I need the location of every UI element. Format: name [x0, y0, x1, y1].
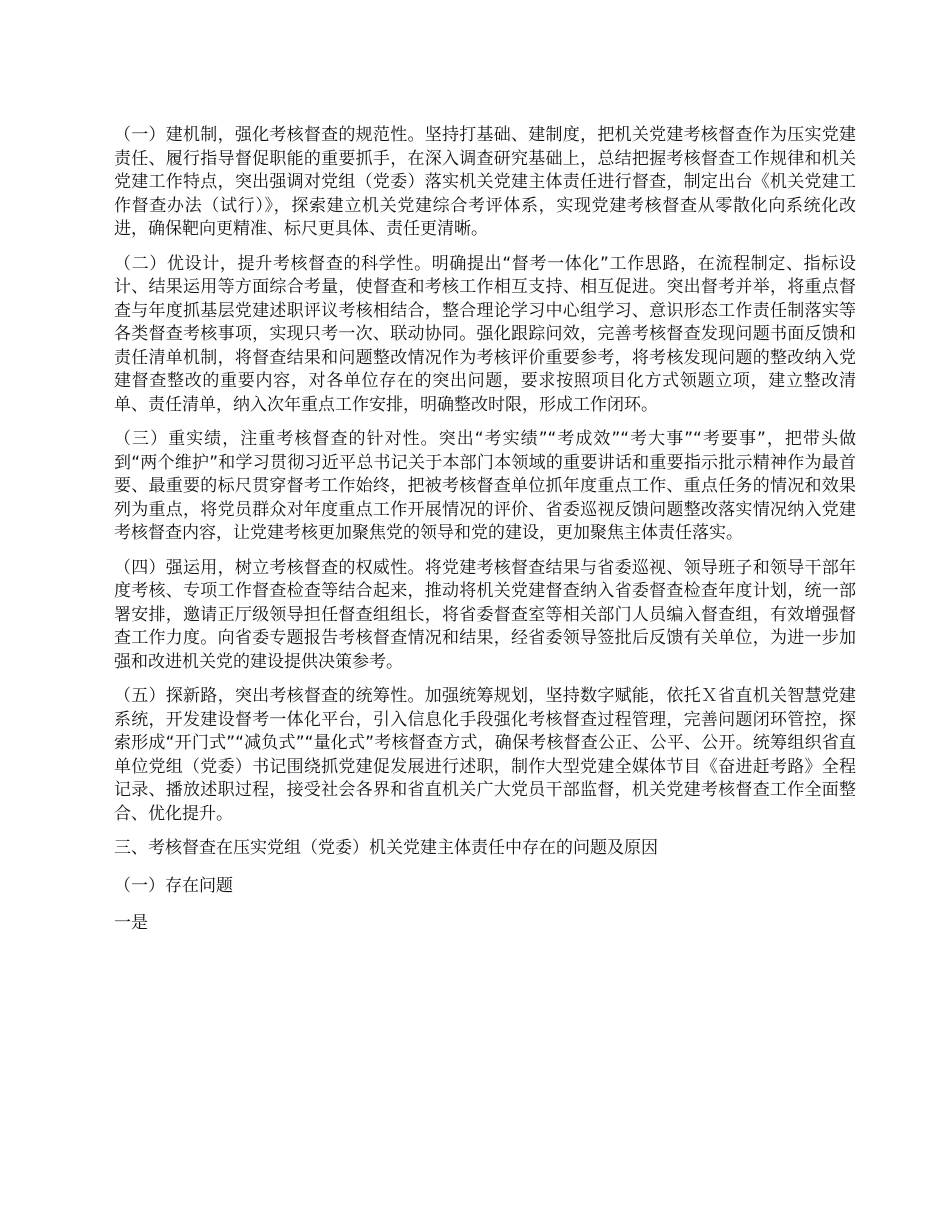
section-heading-problems: 三、考核督查在压实党组（党委）机关党建主体责任中存在的问题及原因	[114, 838, 658, 858]
paragraph-emphasize-results: （三）重实绩，注重考核督查的针对性。突出“考实绩”“考成效”“考大事”“考要事”，把带头做到“两个维护”和学习贯彻习近平总书记关于本部门本领域的重要讲话和重要指示批示精神作为最首要、最重要的标尺贯穿督考工作始终，把被考核督查单位抓年度重点工作、重点任务的情况和效果列为重点，将党员群众对年度重点工作开展情况的评价、省委巡视反馈问题整改落实情况纳入党建考核督查内容，让党建考核更加聚焦党的领导和党的建设，更加聚焦主体责任落实。	[114, 429, 856, 543]
paragraph-strengthen-use: （四）强运用，树立考核督查的权威性。将党建考核督查结果与省委巡视、领导班子和领导干部年度考核、专项工作督查检查等结合起来，推动将机关党建督查纳入省委督查检查年度计划，统一部署安排，邀请正厅级领导担任督查组组长，将省委督查室等相关部门人员编入督查组，有效增强督查工作力度。向省委专题报告考核督查情况和结果，经省委领导签批后反馈有关单位，为进一步加强和改进机关党的建设提供决策参考。	[114, 557, 856, 672]
document-body	[114, 124, 856, 950]
subheading-existing-problems: （一）存在问题	[114, 875, 233, 896]
paragraph-optimize-design: （二）优设计，提升考核督查的科学性。明确提出“督考一体化”工作思路，在流程制定、指标设计、结果运用等方面综合考量，使督查和考核工作相互支持、相互促进。突出督考并举，将重点督查与年度抓基层党建述职评议考核相结合，整合理论学习中心组学习、意识形态工作责任制落实等各类督查考核事项，实现只考一次、联动协同。强化跟踪问效，完善考核督查发现问题书面反馈和责任清单机制，将督查结果和问题整改情况作为考核评价重要参考，将考核发现问题的整改纳入党建督查整改的重要内容，对各单位存在的突出问题，要求按照项目化方式领题立项，建立整改清单、责任清单，纳入次年重点工作安排，明确整改时限，形成工作闭环。	[114, 253, 856, 415]
paragraph-explore-new-path: （五）探新路，突出考核督查的统筹性。加强统筹规划，坚持数字赋能，依托Ｘ省直机关智慧党建系统，开发建设督考一体化平台，引入信息化手段强化考核督查过程管理，完善问题闭环管控，探索形成“开门式”“减负式”“量化式”考核督查方式，确保考核督查公正、公平、公开。统筹组织省直单位党组（党委）书记围绕抓党建促发展进行述职，制作大型党建全媒体节目《奋进赶考路》全程记录、播放述职过程，接受社会各界和省直机关广大党员干部监督，机关党建考核督查工作全面整合、优化提升。	[114, 686, 856, 824]
paragraph-first-point: 一是	[114, 913, 148, 933]
paragraph-build-mechanism: （一）建机制，强化考核督查的规范性。坚持打基础、建制度，把机关党建考核督查作为压实党建责任、履行指导督促职能的重要抓手，在深入调查研究基础上，总结把握考核督查工作规律和机关党建工作特点，突出强调对党组（党委）落实机关党建主体责任进行督查，制定出台《机关党建工作督查办法（试行）》，探索建立机关党建综合考评体系，实现党建考核督查从零散化向系统化改进，确保靶向更精准、标尺更具体、责任更清晰。	[114, 125, 856, 239]
